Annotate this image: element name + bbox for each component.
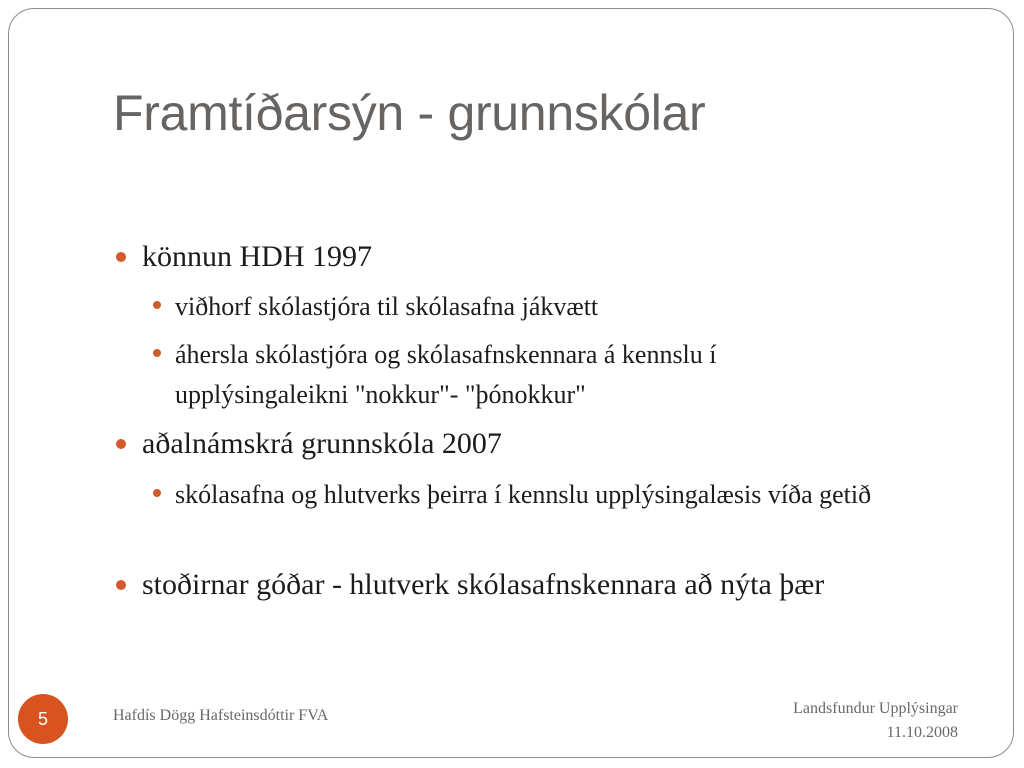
bullet-level2-item: skólasafna og hlutverks þeirra í kennslu upplýsingalæsis víða getið (175, 480, 872, 509)
slide-title: Framtíðarsýn - grunnskólar (113, 85, 706, 141)
bullet-dot-icon (116, 252, 126, 262)
bullet-level1-item: könnun HDH 1997 (142, 240, 372, 273)
footer-date: 11.10.2008 (886, 724, 958, 741)
slide-number: 5 (37, 708, 48, 729)
bullet-dot-icon (153, 301, 161, 309)
bullet-level1-item: stoðirnar góðar - hlutverk skólasafnskennara að nýta þær (142, 568, 825, 601)
footer-event-info (793, 697, 958, 745)
bullet-dot-icon (116, 439, 126, 449)
footer-event: Landsfundur Upplýsingar (793, 700, 958, 717)
bullet-dot-icon (116, 580, 126, 590)
bullet-level2-item: viðhorf skólastjóra til skólasafna jákvætt (175, 292, 599, 321)
bullet-dot-icon (153, 349, 161, 357)
bullet-dot-icon (153, 489, 161, 497)
bullet-level1-item: aðalnámskrá grunnskóla 2007 (142, 427, 502, 460)
slide-number-badge (18, 694, 68, 744)
bullet-level2-item: áhersla skólastjóra og skólasafnskennara á kennslu í upplýsingaleikni "nokkur"- "þónokkur" (175, 340, 717, 409)
footer-author: Hafdís Dögg Hafsteinsdóttir FVA (113, 707, 329, 724)
